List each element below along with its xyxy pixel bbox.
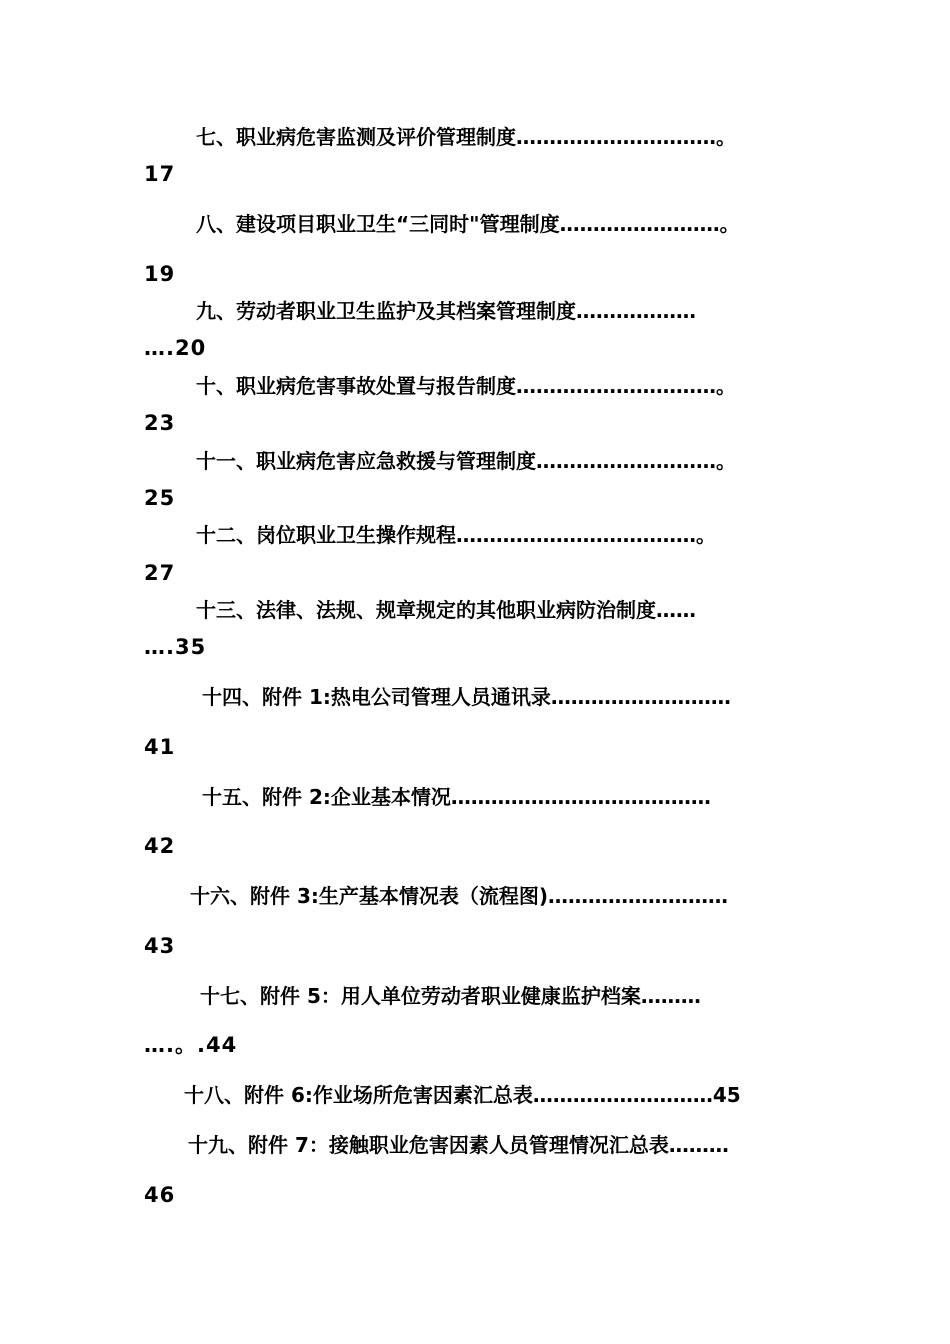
toc-item-17-title: 十七、附件 5：用人单位劳动者职业健康监护档案……… [200, 984, 701, 1008]
toc-item-9-title: 九、劳动者职业卫生监护及其档案管理制度……………… [196, 299, 696, 323]
toc-item-11-title: 十一、职业病危害应急救援与管理制度………………………。 [196, 449, 736, 473]
toc-item-14-page: 41 [144, 735, 176, 759]
toc-item-19-title: 十九、附件 7：接触职业危害因素人员管理情况汇总表……… [188, 1133, 729, 1157]
toc-item-15-page: 42 [144, 834, 176, 858]
toc-item-8-title: 八、建设项目职业卫生“三同时"管理制度……………………。 [196, 212, 740, 236]
toc-item-13-title: 十三、法律、法规、规章规定的其他职业病防治制度…… [196, 598, 696, 622]
toc-item-16-title: 十六、附件 3:生产基本情况表（流程图)……………………… [190, 884, 729, 908]
toc-item-7-title: 七、职业病危害监测及评价管理制度…………………………。 [196, 125, 736, 149]
toc-item-13-page: ….35 [144, 635, 207, 659]
toc-item-9-page: ….20 [144, 336, 207, 360]
toc-item-12-page: 27 [144, 561, 176, 585]
toc-item-7-page: 17 [144, 162, 176, 186]
toc-item-19-page: 46 [144, 1183, 176, 1207]
toc-item-10-title: 十、职业病危害事故处置与报告制度…………………………。 [196, 374, 736, 398]
toc-item-10-page: 23 [144, 411, 176, 435]
toc-item-16-page: 43 [144, 934, 176, 958]
toc-item-8-page: 19 [144, 262, 176, 286]
toc-item-17-page: ….。.44 [144, 1033, 238, 1057]
toc-item-14-title: 十四、附件 1:热电公司管理人员通讯录……………………… [202, 685, 731, 709]
toc-item-18-title: 十八、附件 6:作业场所危害因素汇总表………………………45 [184, 1083, 741, 1107]
toc-item-15-title: 十五、附件 2:企业基本情况………………………………… [202, 785, 711, 809]
toc-item-12-title: 十二、岗位职业卫生操作规程………………………………。 [196, 523, 716, 547]
toc-item-11-page: 25 [144, 486, 176, 510]
